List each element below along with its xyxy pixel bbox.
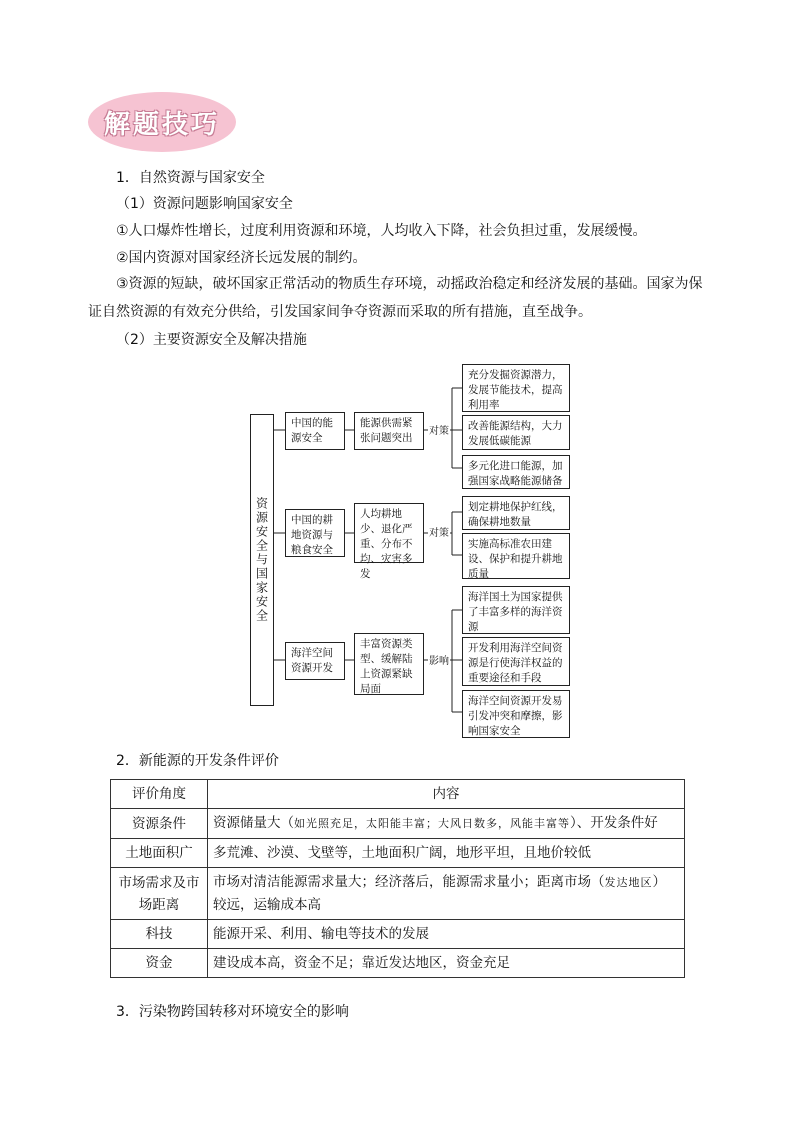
table-cell-key: 市场需求及市场距离 — [111, 868, 208, 920]
table-header-angle: 评价角度 — [111, 780, 208, 809]
section1-sub2: （2）主要资源安全及解决措施 — [116, 332, 307, 348]
measure-energy-2: 改善能源结构，大力发展低碳能源 — [462, 415, 570, 450]
table-cell-key: 资源条件 — [111, 809, 208, 839]
diagram-root — [250, 414, 274, 706]
link-farmland: 对策 — [428, 524, 450, 539]
section1-p2: ②国内资源对国家经济长远发展的制约。 — [116, 250, 367, 266]
table-cell-value — [208, 868, 685, 920]
link-ocean: 影响 — [428, 652, 450, 667]
branch-energy: 中国的能源安全 — [285, 412, 345, 450]
cell-text: 市场对清洁能源需求量大；经济落后，能源需求量小；距离市场（ — [213, 874, 605, 890]
table-cell-value: 建设成本高，资金不足；靠近发达地区，资金充足 — [208, 949, 685, 978]
table-cell-value: 能源开采、利用、输电等技术的发展 — [208, 920, 685, 949]
problem-farmland: 人均耕地少、退化严重、分布不均、灾害多发 — [354, 503, 424, 563]
badge-text: 解题技巧 — [103, 109, 220, 140]
measure-ocean-2: 开发利用海洋空间资源是行使海洋权益的重要途径和手段 — [462, 637, 570, 686]
table-row — [111, 868, 685, 920]
section-badge — [88, 92, 236, 152]
branch-ocean: 海洋空间资源开发 — [285, 642, 345, 680]
section1-p3: ③资源的短缺，破坏国家正常活动的物质生存环境，动摇政治稳定和经济发展的基础。国家为保证自然资源的有效充分供给，引发国家间争夺资源而采取的所有措施，直至战争。 — [88, 276, 703, 320]
table-row — [111, 949, 685, 978]
section2-title: 2．新能源的开发条件评价 — [116, 753, 279, 769]
table-header-row — [111, 780, 685, 809]
section1-sub1: （1）资源问题影响国家安全 — [116, 196, 293, 212]
problem-energy: 能源供需紧张问题突出 — [354, 412, 424, 450]
measure-ocean-1: 海洋国土为国家提供了丰富多样的海洋资源 — [462, 586, 570, 634]
measure-energy-3: 多元化进口能源，加强国家战略能源储备 — [462, 455, 570, 489]
cell-text: 资源储量大（ — [213, 815, 294, 831]
measure-energy-1: 充分发掘资源潜力，发展节能技术，提高利用率 — [462, 364, 570, 412]
table-header-content: 内容 — [208, 780, 685, 809]
table-cell-key: 土地面积广 — [111, 839, 208, 868]
diagram-root-label: 资源安全与国家安全 — [254, 497, 269, 623]
table-cell-value — [208, 809, 685, 839]
table-cell-key: 资金 — [111, 949, 208, 978]
table-row — [111, 839, 685, 868]
section1-title: 1．自然资源与国家安全 — [116, 170, 265, 186]
problem-ocean: 丰富资源类型、缓解陆上资源紧缺局面 — [354, 633, 424, 695]
table-row — [111, 920, 685, 949]
measure-farmland-2: 实施高标准农田建设、保护和提升耕地质量 — [462, 533, 570, 579]
cell-text: ）、开发条件好 — [570, 815, 658, 831]
section1-p1: ①人口爆炸性增长，过度利用资源和环境，人均收入下降，社会负担过重，发展缓慢。 — [116, 223, 647, 239]
measure-ocean-3: 海洋空间资源开发易引发冲突和摩擦，影响国家安全 — [462, 690, 570, 738]
table-row — [111, 809, 685, 839]
section3-title: 3．污染物跨国转移对环境安全的影响 — [116, 1004, 349, 1020]
cell-note: 如光照充足，太阳能丰富；大风日数多，风能丰富等 — [294, 817, 570, 830]
cell-text: ）较远，运输成本高 — [213, 874, 666, 913]
table-cell-value: 多荒滩、沙漠、戈壁等，土地面积广阔，地形平坦，且地价较低 — [208, 839, 685, 868]
branch-farmland: 中国的耕地资源与粮食安全 — [285, 509, 345, 557]
measure-farmland-1: 划定耕地保护红线，确保耕地数量 — [462, 496, 570, 530]
link-energy: 对策 — [428, 422, 450, 437]
evaluation-table — [110, 779, 685, 978]
cell-note: 发达地区 — [604, 876, 653, 889]
table-cell-key: 科技 — [111, 920, 208, 949]
